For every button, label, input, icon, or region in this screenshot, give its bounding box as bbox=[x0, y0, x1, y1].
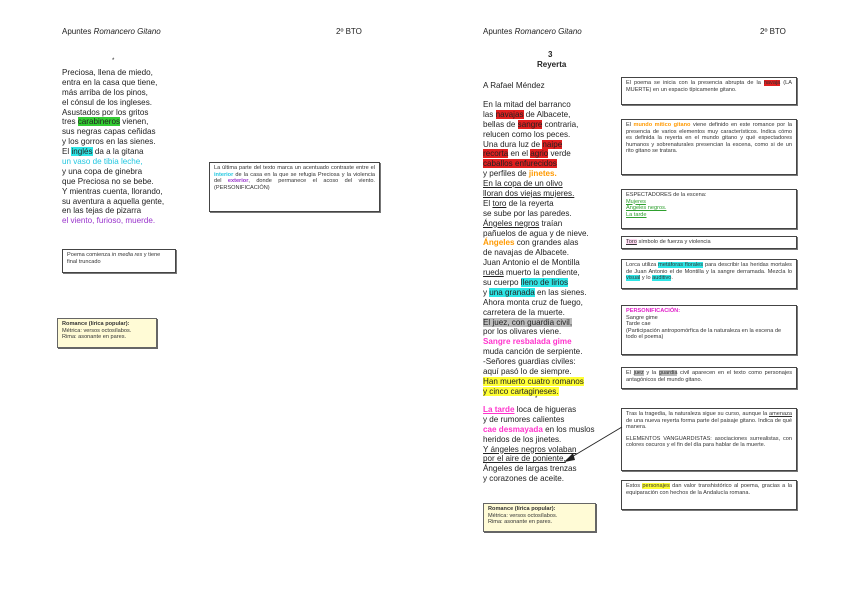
poem-line: -Señores guardias civiles: bbox=[483, 357, 576, 367]
right-header-course: 2º BTO bbox=[760, 27, 786, 36]
note-contrast: La última parte del texto marca un acentuado contraste entre el interior de la casa en la que se refugia Preciosa y la violencia del exterior, donde permanece el acoso del viento. (PERSONIFICACIÓN) bbox=[209, 162, 380, 212]
poem-line: Asustados por los gritos bbox=[62, 107, 149, 117]
note-juez-guardia: El juez y la guardia civil aparecen en el texto como personajes antagónicos del mundo gitano. bbox=[621, 367, 797, 389]
highlighted-word: carabineros bbox=[77, 117, 121, 127]
poem-line: cae desmayada en los muslos bbox=[483, 424, 595, 434]
poem-line: La tarde loca de higueras bbox=[483, 405, 577, 414]
romance-title: Romance (lírica popular): bbox=[62, 321, 130, 327]
dedication: A Rafael Méndez bbox=[483, 81, 545, 90]
note-toro: Toro símbolo de fuerza y violencia bbox=[621, 236, 797, 249]
poem-line: recorta en el agrio verde bbox=[483, 149, 571, 159]
left-header-title: Apuntes Romancero Gitano bbox=[62, 27, 161, 36]
poem-line: heridos de los jinetes. bbox=[483, 434, 562, 444]
poem-line: En la copa de un olivo bbox=[483, 179, 563, 189]
poem-line: rueda muerto la pendiente, bbox=[483, 268, 580, 278]
poem-line: Sangre resbalada gime bbox=[483, 337, 572, 347]
poem-line: El toro de la reyerta bbox=[483, 198, 554, 208]
poem-line: y de rumores calientes bbox=[483, 414, 565, 424]
poem-line: en las tejas de pizarra bbox=[62, 206, 142, 216]
romance-title: Romance (lírica popular): bbox=[488, 506, 556, 512]
arrow-connector bbox=[560, 425, 624, 465]
note-in-media-res: Poema comienza in media res y tiene final truncado bbox=[62, 249, 176, 273]
poem-line: Y mientras cuenta, llorando, bbox=[62, 186, 163, 196]
poem-line: el viento, furioso, muerde. bbox=[62, 216, 156, 226]
poem-line: que Preciosa no se bebe. bbox=[62, 176, 154, 186]
note-personificacion: PERSONIFICACIÓN: Sangre gime Tarde cae (Participación antropomórfica de la naturaleza en la escena de todo el poema) bbox=[621, 305, 797, 355]
poem-line: Ángeles con grandes alas bbox=[483, 238, 579, 248]
romance-rhyme: Rima: asonante en pares. bbox=[488, 519, 553, 526]
poem-line: entra en la casa que tiene, bbox=[62, 77, 158, 87]
romance-metric: Métrica: versos octosílabos. bbox=[62, 327, 132, 334]
poem-line: sus negras capas ceñidas bbox=[62, 127, 156, 137]
highlighted-word: inglés bbox=[71, 147, 93, 157]
poem-line: tres carabineros vienen, bbox=[62, 117, 149, 127]
note-metaforas: Lorca utiliza metáforas florales para describir las heridas mortales de Juan Antonio el de Montilla y la sangre derramada. Mezcla lo visual y lo auditivo. bbox=[621, 259, 797, 289]
poem-line: de navajas de Albacete. bbox=[483, 248, 569, 258]
poem-line: y cinco cartagineses. bbox=[483, 386, 559, 396]
note-tragedia: Tras la tragedia, la naturaleza sigue su curso, aunque la amenaza de una nueva reyerta forma parte del paisaje gitano. Indica de qué manera. ELEMENTOS VANGUARDISTAS: asociaciones surrealistas, con colores oscuros y el fin del día para hablar de la muerte. bbox=[621, 408, 797, 471]
right-romance-box bbox=[483, 503, 596, 532]
note-personajes: Estos personajes dan valor transhistórico al poema, gracias a la equiparación con hechos de la Andalucía romana. bbox=[621, 480, 797, 510]
poem-title: Reyerta bbox=[537, 60, 567, 69]
poem-line: lloran dos viejas mujeres. bbox=[483, 189, 575, 199]
poem-line: su cuerpo lleno de lirios bbox=[483, 278, 569, 288]
note-espectadores: ESPECTADORES de la escena: Mujeres Ángeles negros. La tarde bbox=[621, 189, 797, 229]
poem-line: caballos enfurecidos bbox=[483, 159, 557, 169]
poem-line: se sube por las paredes. bbox=[483, 208, 572, 218]
poem-line: En la mitad del barranco bbox=[483, 100, 571, 109]
poem-line: Preciosa, llena de miedo, bbox=[62, 68, 153, 77]
poem-line: relucen como los peces. bbox=[483, 129, 571, 139]
poem-line: Juan Antonio el de Montilla bbox=[483, 258, 580, 268]
poem-line: pañuelos de agua y de nieve. bbox=[483, 228, 589, 238]
poem-line: muda canción de serpiente. bbox=[483, 347, 583, 357]
right-poem bbox=[483, 100, 589, 397]
poem-line: Ángeles de largas trenzas bbox=[483, 464, 577, 474]
poem-line: Han muerto cuatro romanos bbox=[483, 376, 584, 386]
poem-line: por los olivares viene. bbox=[483, 327, 562, 337]
poem-line: más arriba de los pinos, bbox=[62, 87, 148, 97]
note-navaja: El poema se inicia con la presencia abrupta de la navaja (LA MUERTE) en un espacio típicamente gitano. bbox=[621, 77, 797, 105]
note-mundo-mitico: El mundo mítico gitano viene definido en este romance por la presencia de varios elementos muy característicos. Indica cómo es definida la reyerta en el mundo gitano y qué espectadores humanos y sobrenaturales presencian la escena, como si de un rito gitano se tratara. bbox=[621, 119, 797, 175]
right-header-title: Apuntes Romancero Gitano bbox=[483, 27, 582, 36]
poem-line: El juez, con guardia civil, bbox=[483, 317, 573, 327]
poem-line: y perfiles de jinetes. bbox=[483, 169, 557, 179]
poem-line: un vaso de tibia leche, bbox=[62, 157, 143, 167]
poem-number: 3 bbox=[548, 50, 553, 59]
poem-line: Y ángeles negros volaban bbox=[483, 444, 577, 454]
poem-line: bellas de sangre contraria, bbox=[483, 119, 579, 129]
left-poem bbox=[62, 68, 164, 226]
poem-line: Una dura luz de naipe bbox=[483, 139, 563, 149]
left-bullet: * bbox=[112, 58, 115, 64]
poem-line: Ángeles negros traían bbox=[483, 218, 563, 228]
poem-line: su aventura a aquella gente, bbox=[62, 196, 165, 206]
poem-line: y una copa de ginebra bbox=[62, 166, 143, 176]
poem-line: las navajas de Albacete, bbox=[483, 109, 571, 119]
poem-line: Ahora monta cruz de fuego, bbox=[483, 297, 583, 307]
poem-line: El inglés da a la gitana bbox=[62, 147, 144, 157]
poem-line: y una granada en las sienes. bbox=[483, 287, 587, 297]
poem-line: y los gorros en las sienes. bbox=[62, 137, 156, 147]
poem-line: el cónsul de los ingleses. bbox=[62, 97, 152, 107]
right-bullet: * bbox=[535, 396, 538, 402]
poem-line: por el aire de poniente. bbox=[483, 454, 566, 464]
poem-line: aquí pasó lo de siempre. bbox=[483, 367, 572, 377]
romance-metric: Métrica: versos octosílabos. bbox=[488, 512, 558, 519]
poem-line: carretera de la muerte. bbox=[483, 307, 565, 317]
left-romance-box bbox=[57, 318, 157, 348]
poem-line: y corazones de aceite. bbox=[483, 474, 564, 484]
romance-rhyme: Rima: asonante en pares. bbox=[62, 334, 127, 341]
left-header-course: 2º BTO bbox=[336, 27, 362, 36]
